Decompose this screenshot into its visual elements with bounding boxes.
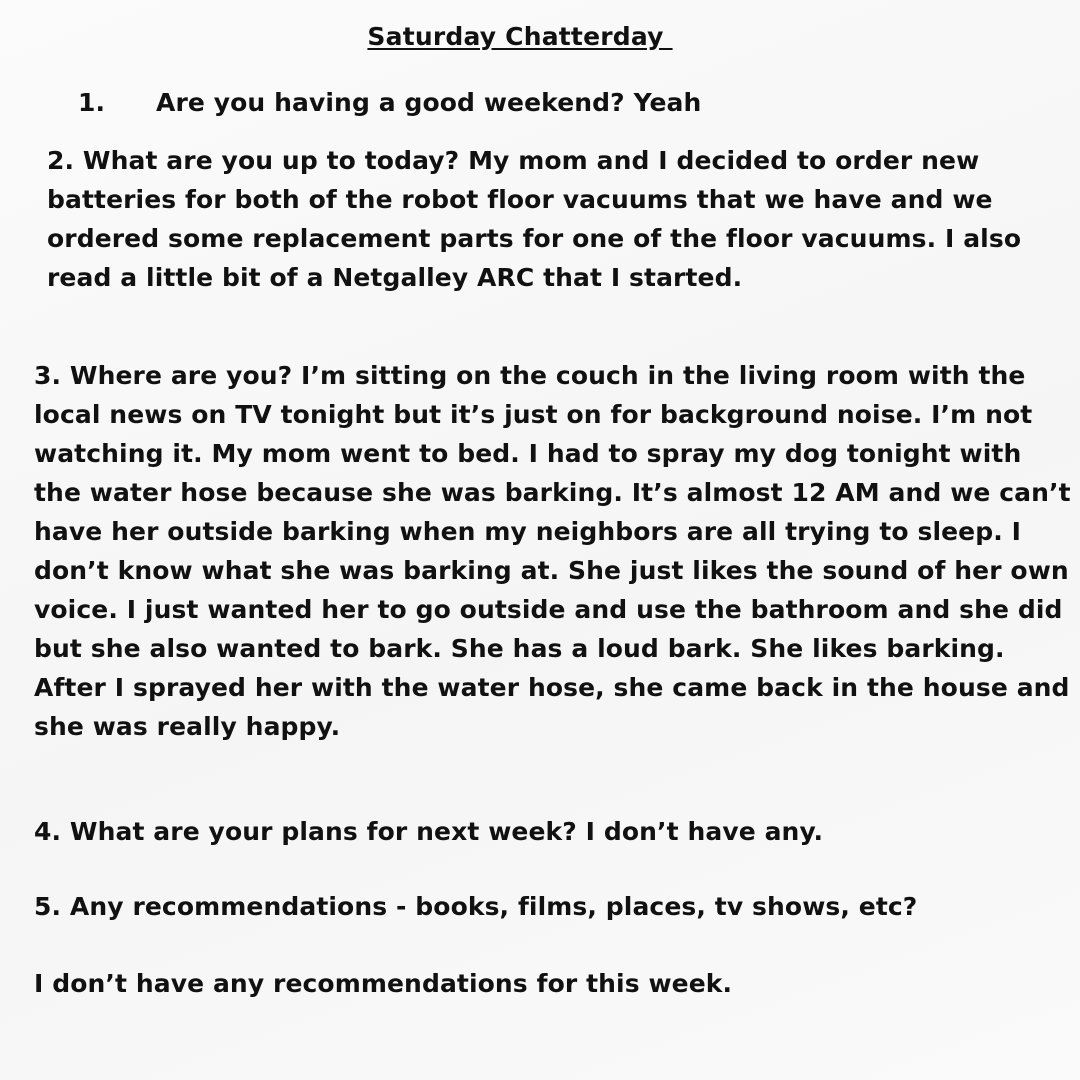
question-5: 5. Any recommendations - books, films, places, tv shows, etc? bbox=[34, 892, 918, 921]
question-1-text: Are you having a good weekend? Yeah bbox=[156, 88, 702, 117]
question-3: 3. Where are you? I’m sitting on the couch in the living room with the local news on TV tonight but it’s just on for background noise. I’m not watching it. My mom went to bed. I had to spray my dog tonight with the water hose because she was barking. It’s almost 12 AM and we can’t have her outside barking when my neighbors are all trying to sleep. I don’t know what she was barking at. She just likes the sound of her own voice. I just wanted her to go outside and use the bathroom and she did but she also wanted to bark. She has a loud bark. She likes barking. After I sprayed her with the water hose, she came back in the house and she was really happy. bbox=[34, 361, 1071, 741]
question-1-number: 1. bbox=[78, 88, 106, 117]
closing-answer: I don’t have any recommendations for this week. bbox=[34, 969, 733, 998]
question-4: 4. What are your plans for next week? I don’t have any. bbox=[34, 817, 824, 846]
page-title: Saturday Chatterday bbox=[367, 22, 673, 51]
question-1 bbox=[78, 83, 701, 122]
question-2: 2. What are you up to today? My mom and I decided to order new batteries for both of the robot floor vacuums that we have and we ordered some replacement parts for one of the floor vacuums. I also read a little bit of a Netgalley ARC that I started. bbox=[47, 146, 1022, 292]
